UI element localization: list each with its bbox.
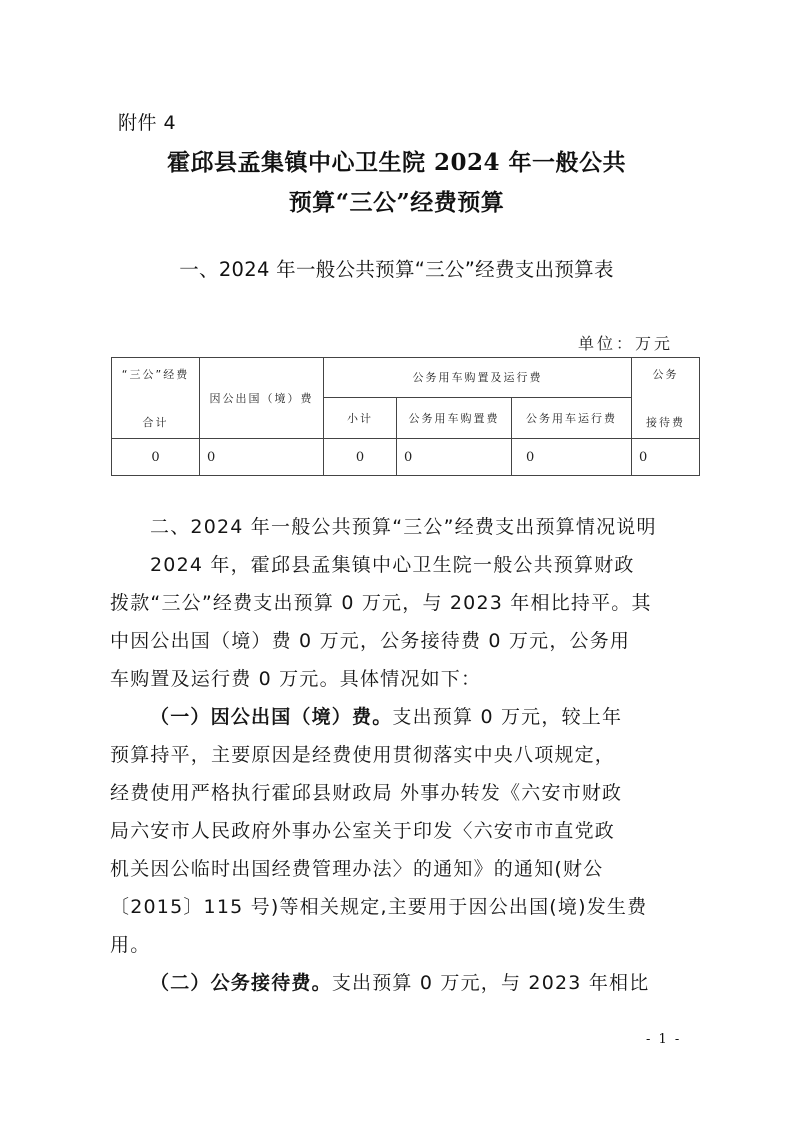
value-vehicle-subtotal: 0 <box>324 439 397 476</box>
item-1-line: 〔2015〕115 号)等相关规定,主要用于因公出国(境)发生费 <box>110 896 648 918</box>
table-header-row-1 <box>112 358 700 398</box>
value-abroad: 0 <box>200 439 324 476</box>
header-vehicle-subtotal: 小计 <box>324 397 397 438</box>
section-2-heading: 二、2024 年一般公共预算“三公”经费支出预算情况说明 <box>150 516 657 538</box>
intro-line: 中因公出国（境）费 0 万元，公务接待费 0 万元，公务用 <box>110 630 631 652</box>
item-1-line: 预算持平，主要原因是经费使用贯彻落实中央八项规定， <box>110 744 616 766</box>
item-1-first-line <box>110 698 690 736</box>
document-title-line-2: 预算“三公”经费预算 <box>288 189 505 216</box>
item-1-line: 用。 <box>110 934 151 956</box>
item-2-title: （二）公务接待费。 <box>150 972 332 994</box>
section-2 <box>110 508 690 1002</box>
header-total <box>112 358 200 439</box>
value-total: 0 <box>112 439 200 476</box>
header-abroad: 因公出国（境）费 <box>200 358 324 439</box>
item-1-line: 机关因公临时出国经费管理办法〉的通知》的通知(财公 <box>110 858 604 880</box>
item-2-first-line-text: 支出预算 0 万元，与 2023 年相比 <box>331 972 650 994</box>
header-reception-line-2: 接待费 <box>646 416 686 429</box>
budget-table <box>111 357 700 476</box>
section-1-heading: 一、2024 年一般公共预算“三公”经费支出预算表 <box>179 258 614 281</box>
item-2-first-line <box>110 964 690 1002</box>
header-vehicle-group: 公务用车购置及运行费 <box>324 358 632 398</box>
header-reception-line-1: 公务 <box>652 368 679 381</box>
page-number: - 1 - <box>646 1032 682 1047</box>
value-vehicle-purchase: 0 <box>397 439 512 476</box>
header-total-line-2: 合计 <box>142 416 169 429</box>
header-reception <box>632 358 700 439</box>
intro-line: 拨款“三公”经费支出预算 0 万元，与 2023 年相比持平。其 <box>110 592 652 614</box>
item-1-line: 经费使用严格执行霍邱县财政局 外事办转发《六安市财政 <box>110 782 623 804</box>
value-vehicle-operation: 0 <box>512 439 632 476</box>
item-1-first-line-text: 支出预算 0 万元，较上年 <box>392 706 623 728</box>
unit-label: 单位：万元 <box>577 334 673 353</box>
intro-line: 车购置及运行费 0 万元。具体情况如下： <box>110 668 482 690</box>
item-1-line: 局六安市人民政府外事办公室关于印发〈六安市市直党政 <box>110 820 616 842</box>
intro-line: 2024 年，霍邱县孟集镇中心卫生院一般公共预算财政 <box>150 554 635 576</box>
attachment-label: 附件 4 <box>118 112 177 134</box>
header-total-line-1: “三公”经费 <box>121 368 190 381</box>
document-title-line-1: 霍邱县孟集镇中心卫生院 2024 年一般公共 <box>166 149 627 176</box>
table-row <box>112 439 700 476</box>
header-vehicle-operation: 公务用车运行费 <box>512 397 632 438</box>
header-vehicle-purchase: 公务用车购置费 <box>397 397 512 438</box>
item-1-title: （一）因公出国（境）费。 <box>150 706 393 728</box>
value-reception: 0 <box>632 439 700 476</box>
